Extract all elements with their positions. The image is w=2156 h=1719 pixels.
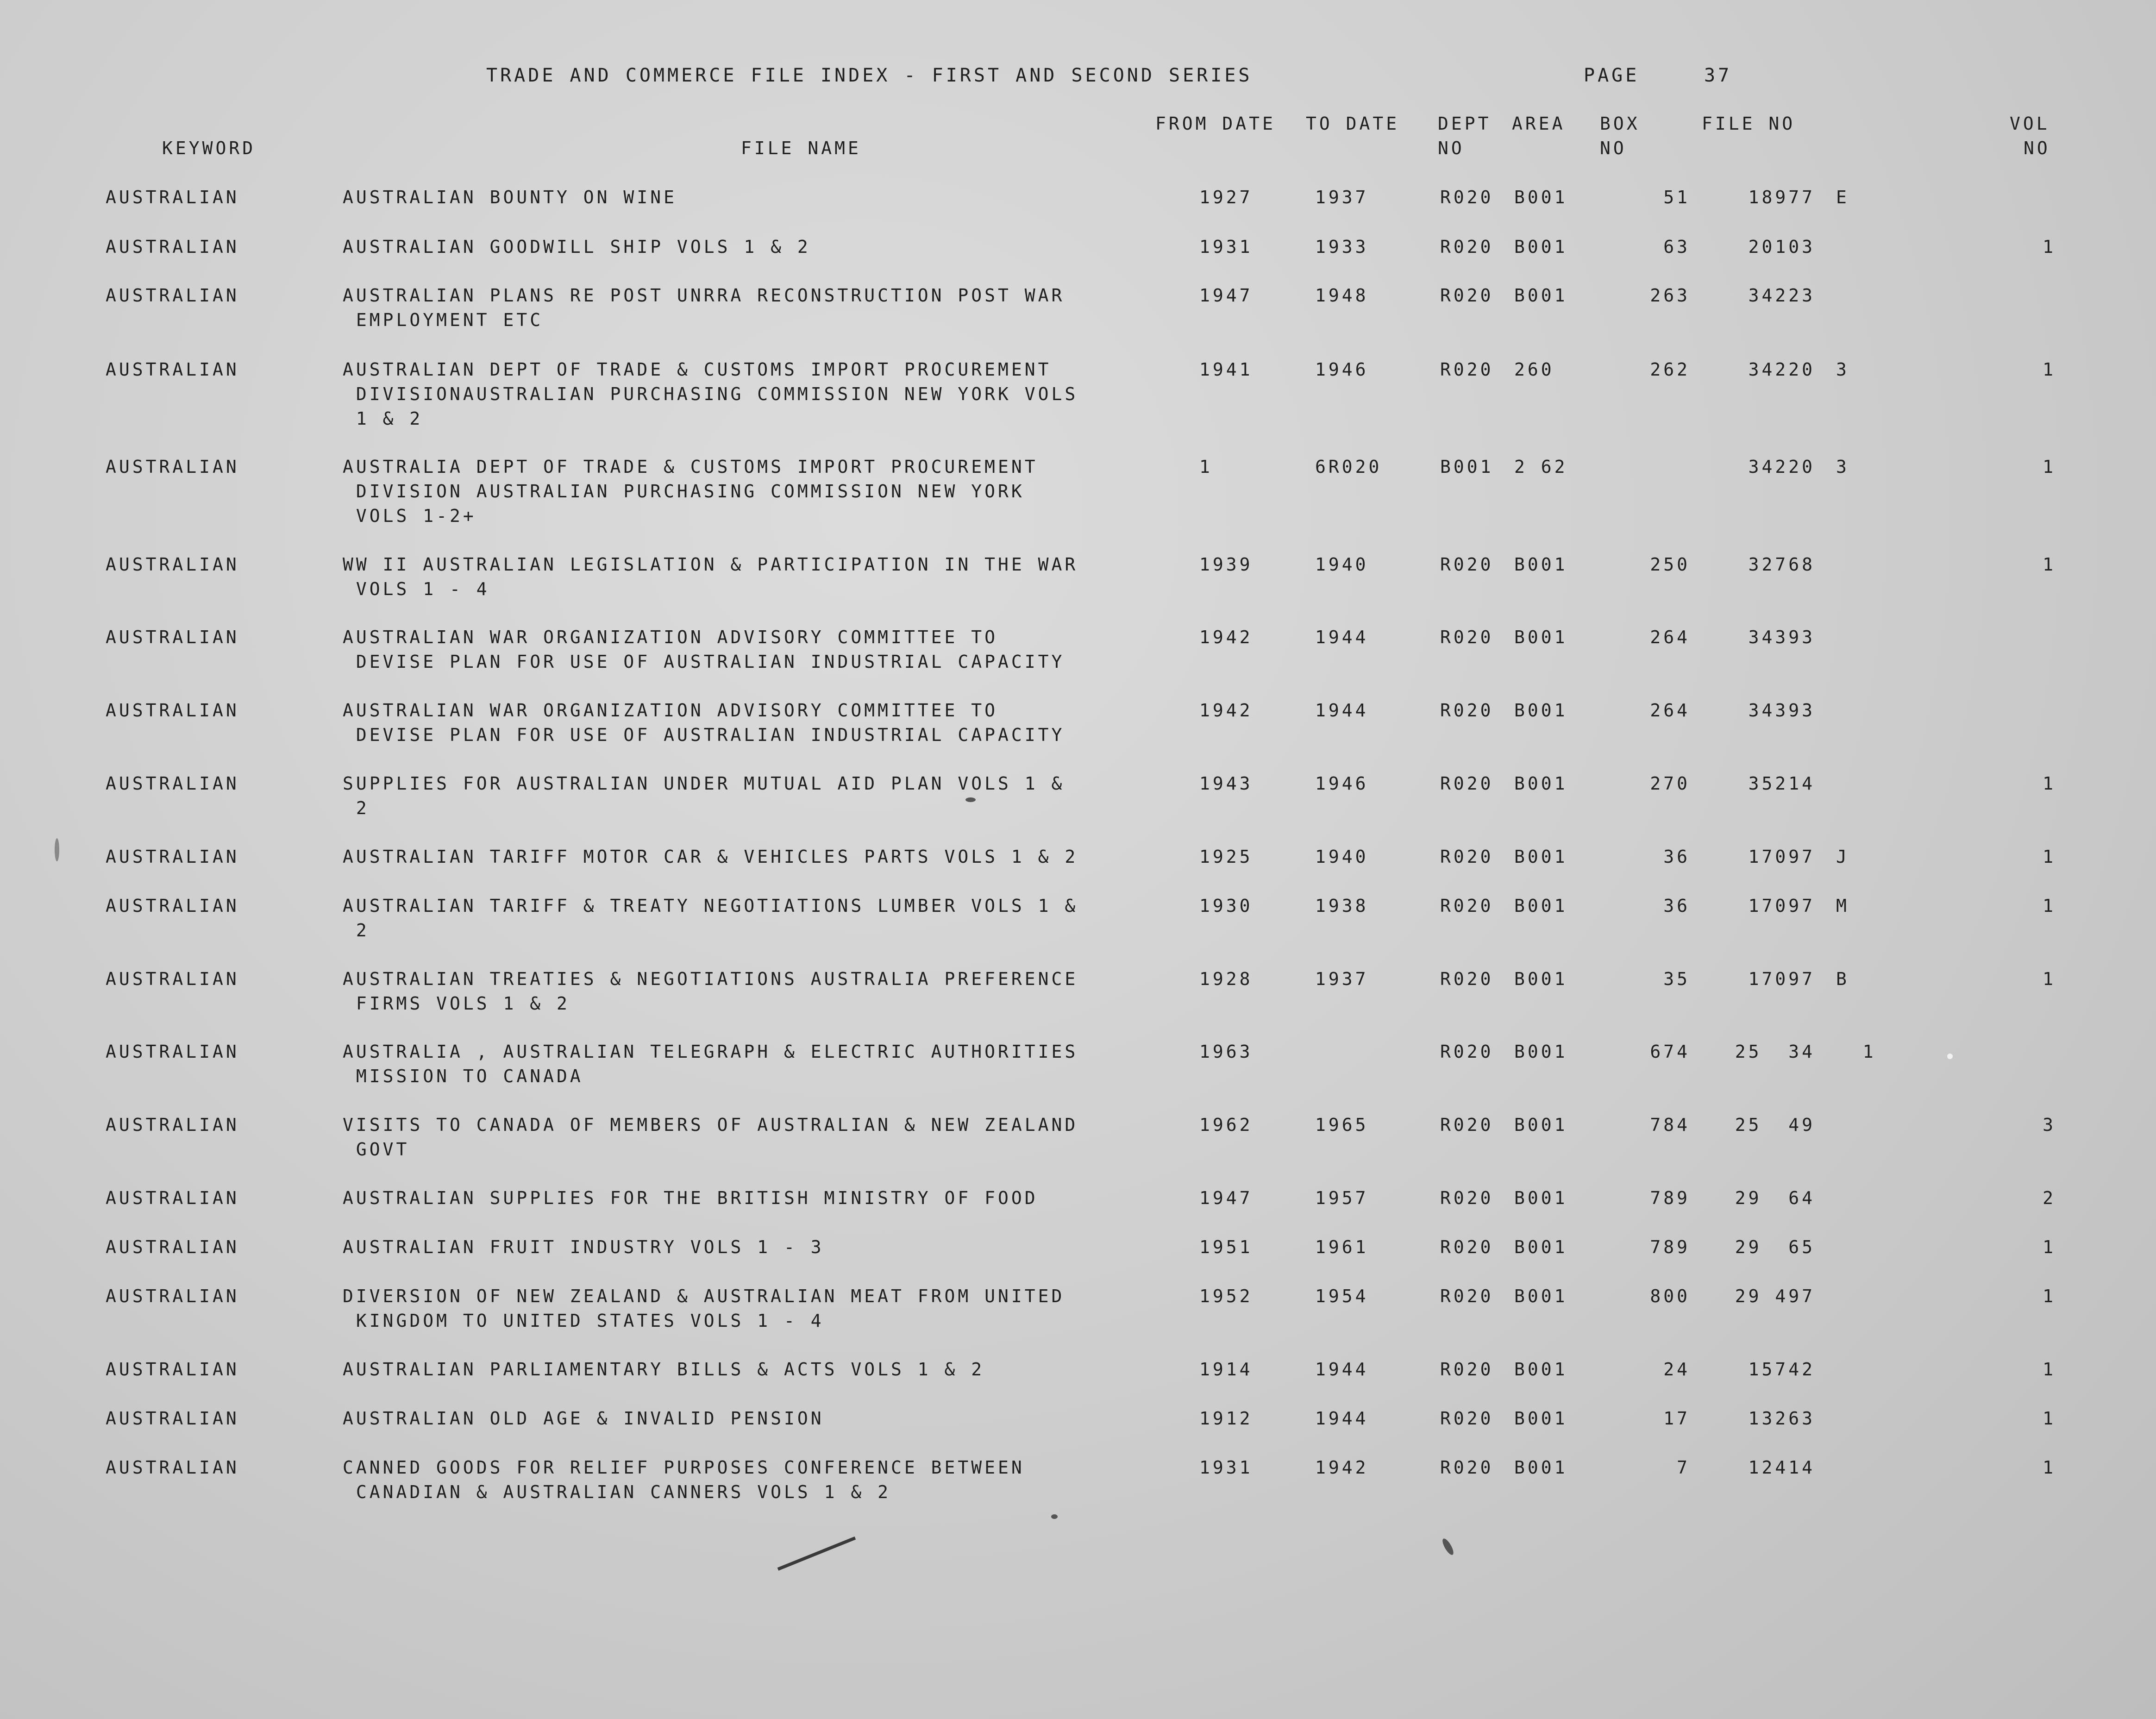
dept-no-cell: R020 — [1440, 1286, 1494, 1306]
file-name-cell — [343, 967, 1078, 1016]
box-no-cell: 789 — [1650, 1237, 1690, 1257]
file-name-cell — [343, 185, 677, 210]
area-cell: B001 — [1514, 1041, 1568, 1062]
file-name-line: CANNED GOODS FOR RELIEF PURPOSES CONFERENCE BETWEEN — [343, 1457, 1025, 1478]
keyword-cell: AUSTRALIAN — [106, 773, 239, 794]
file-name-line: AUSTRALIAN BOUNTY ON WINE — [343, 187, 677, 207]
area-cell: B001 — [1514, 773, 1568, 794]
keyword-cell: AUSTRALIAN — [106, 969, 239, 989]
vol-no-cell: 1 — [2043, 847, 2056, 867]
col-file-name: FILE NAME — [741, 138, 861, 158]
file-name-cell — [343, 894, 1078, 943]
dept-no-cell: R020 — [1440, 969, 1494, 989]
file-no-cell: 32768 — [1748, 554, 1815, 575]
file-name-cell — [343, 1406, 824, 1431]
file-suffix-cell: B — [1836, 969, 1849, 989]
to-date-cell: 1937 — [1315, 969, 1369, 989]
area-cell: B001 — [1514, 1286, 1568, 1306]
file-name-line: AUSTRALIA , AUSTRALIAN TELEGRAPH & ELECTRIC AUTHORITIES — [343, 1041, 1078, 1062]
keyword-cell: AUSTRALIAN — [106, 457, 239, 477]
box-no-cell: 270 — [1650, 773, 1690, 794]
vol-no-cell: 1 — [2043, 237, 2056, 257]
file-no-cell: 18977 — [1748, 187, 1815, 207]
file-name-line: FIRMS VOLS 1 & 2 — [343, 993, 570, 1014]
col-file-no: FILE NO — [1702, 113, 1796, 134]
from-date-cell: 1914 — [1199, 1359, 1253, 1380]
col-box: BOX — [1600, 113, 1640, 134]
file-name-line: 2 — [343, 920, 370, 941]
dept-no-cell: R020 — [1440, 1188, 1494, 1208]
to-date-cell: 1942 — [1315, 1457, 1369, 1478]
col-box-no: NO — [1600, 138, 1627, 158]
file-name-cell — [343, 235, 811, 259]
from-date-cell: 1942 — [1199, 700, 1253, 721]
dept-no-cell: R020 — [1440, 237, 1494, 257]
keyword-cell: AUSTRALIAN — [106, 554, 239, 575]
box-no-cell: 7 — [1677, 1457, 1690, 1478]
col-dept: DEPT — [1438, 113, 1492, 134]
keyword-cell: AUSTRALIAN — [106, 1286, 239, 1306]
file-name-line: DEVISE PLAN FOR USE OF AUSTRALIAN INDUSTRIAL CAPACITY — [343, 725, 1065, 745]
box-no-cell: 36 — [1663, 896, 1690, 916]
box-no-cell: 250 — [1650, 554, 1690, 575]
file-no-cell: 12414 — [1748, 1457, 1815, 1478]
area-cell: B001 — [1514, 969, 1568, 989]
file-name-cell — [343, 845, 1078, 869]
file-name-line: VOLS 1-2+ — [343, 506, 476, 526]
col-vol-no: NO — [2024, 138, 2050, 158]
from-date-cell: 1942 — [1199, 627, 1253, 647]
file-name-cell — [343, 1456, 1025, 1505]
file-name-line: SUPPLIES FOR AUSTRALIAN UNDER MUTUAL AID PLAN VOLS 1 & — [343, 773, 1065, 794]
file-name-cell — [343, 358, 1078, 431]
file-no-cell: 25 49 — [1735, 1115, 1815, 1135]
from-date-cell: 1963 — [1199, 1041, 1253, 1062]
keyword-cell: AUSTRALIAN — [106, 847, 239, 867]
file-name-line: WW II AUSTRALIAN LEGISLATION & PARTICIPATION IN THE WAR — [343, 554, 1078, 575]
vol-no-cell: 1 — [2043, 1286, 2056, 1306]
dept-no-cell: R020 — [1440, 1359, 1494, 1380]
file-name-cell — [343, 625, 1065, 674]
dept-no-cell: R020 — [1440, 1041, 1494, 1062]
file-no-cell: 25 34 — [1735, 1041, 1815, 1062]
vol-no-cell: 1 — [2043, 1237, 2056, 1257]
box-no-cell: 262 — [1650, 359, 1690, 380]
vol-no-cell: 1 — [2043, 1408, 2056, 1429]
dept-no-cell: R020 — [1440, 700, 1494, 721]
area-cell: B001 — [1514, 847, 1568, 867]
dept-no-cell: R020 — [1440, 627, 1494, 647]
box-no-cell: 17 — [1663, 1408, 1690, 1429]
keyword-cell: AUSTRALIAN — [106, 359, 239, 380]
keyword-cell: AUSTRALIAN — [106, 1115, 239, 1135]
file-no-cell: 13263 — [1748, 1408, 1815, 1429]
vol-no-cell: 1 — [2043, 359, 2056, 380]
file-no-cell: 29 65 — [1735, 1237, 1815, 1257]
area-cell: B001 — [1514, 627, 1568, 647]
file-name-line: DEVISE PLAN FOR USE OF AUSTRALIAN INDUSTRIAL CAPACITY — [343, 652, 1065, 672]
file-no-cell: 34220 — [1748, 457, 1815, 477]
from-date-cell: 1912 — [1199, 1408, 1253, 1429]
from-date-cell: 1952 — [1199, 1286, 1253, 1306]
file-name-cell — [343, 698, 1065, 747]
col-vol: VOL — [2010, 113, 2050, 134]
file-name-line: AUSTRALIAN WAR ORGANIZATION ADVISORY COMMITTEE TO — [343, 627, 998, 647]
area-cell: B001 — [1514, 700, 1568, 721]
file-name-line: VOLS 1 - 4 — [343, 579, 490, 599]
keyword-cell: AUSTRALIAN — [106, 285, 239, 306]
from-date-cell: 1931 — [1199, 237, 1253, 257]
file-name-line: AUSTRALIAN TARIFF MOTOR CAR & VEHICLES PARTS VOLS 1 & 2 — [343, 847, 1078, 867]
vol-no-cell: 1 — [2043, 773, 2056, 794]
file-name-line: KINGDOM TO UNITED STATES VOLS 1 - 4 — [343, 1311, 824, 1331]
file-name-cell — [343, 1186, 1038, 1211]
file-name-line: AUSTRALIAN DEPT OF TRADE & CUSTOMS IMPORT PROCUREMENT — [343, 359, 1052, 380]
file-name-line: AUSTRALIAN FRUIT INDUSTRY VOLS 1 - 3 — [343, 1237, 824, 1257]
box-no-cell: 784 — [1650, 1115, 1690, 1135]
from-date-cell: 1951 — [1199, 1237, 1253, 1257]
area-cell: B001 — [1514, 896, 1568, 916]
file-no-cell: 17097 — [1748, 847, 1815, 867]
vol-no-cell: 1 — [2043, 969, 2056, 989]
col-area: AREA — [1512, 113, 1566, 134]
to-date-cell: 1961 — [1315, 1237, 1369, 1257]
vol-no-cell: 2 — [2043, 1188, 2056, 1208]
to-date-cell: 1938 — [1315, 896, 1369, 916]
box-no-cell: 24 — [1663, 1359, 1690, 1380]
to-date-cell: 1946 — [1315, 773, 1369, 794]
area-cell: B001 — [1514, 1359, 1568, 1380]
file-no-cell: 34223 — [1748, 285, 1815, 306]
box-no-cell: 63 — [1663, 237, 1690, 257]
to-date-cell: 1933 — [1315, 237, 1369, 257]
area-cell: B001 — [1514, 237, 1568, 257]
vol-no-cell: 1 — [2043, 1359, 2056, 1380]
file-suffix-cell: 3 — [1836, 359, 1849, 380]
from-date-cell: 1931 — [1199, 1457, 1253, 1478]
dept-no-cell: R020 — [1440, 285, 1494, 306]
box-no-cell: 36 — [1663, 847, 1690, 867]
area-cell: B001 — [1514, 187, 1568, 207]
keyword-cell: AUSTRALIAN — [106, 237, 239, 257]
from-date-cell: 1925 — [1199, 847, 1253, 867]
to-date-cell: 1944 — [1315, 1359, 1369, 1380]
file-name-cell — [343, 1284, 1065, 1333]
dept-no-cell: R020 — [1440, 773, 1494, 794]
file-no-cell: 29 497 — [1735, 1286, 1815, 1306]
film-speck — [1441, 1537, 1455, 1556]
keyword-cell: AUSTRALIAN — [106, 1359, 239, 1380]
dept-no-cell: R020 — [1440, 1408, 1494, 1429]
to-date-cell: 1937 — [1315, 187, 1369, 207]
file-no-cell: 17097 — [1748, 896, 1815, 916]
area-cell: B001 — [1514, 1457, 1568, 1478]
file-suffix-cell: M — [1836, 896, 1849, 916]
keyword-cell: AUSTRALIAN — [106, 1408, 239, 1429]
from-date-cell: 1941 — [1199, 359, 1253, 380]
file-name-line: AUSTRALIAN PARLIAMENTARY BILLS & ACTS VOLS 1 & 2 — [343, 1359, 985, 1380]
file-no-cell: 35214 — [1748, 773, 1815, 794]
from-date-cell: 1947 — [1199, 1188, 1253, 1208]
from-date-cell: 1947 — [1199, 285, 1253, 306]
file-name-line: AUSTRALIAN TREATIES & NEGOTIATIONS AUSTRALIA PREFERENCE — [343, 969, 1078, 989]
page-number: 37 — [1704, 65, 1732, 86]
page-label: PAGE — [1584, 65, 1640, 86]
box-no-cell: 800 — [1650, 1286, 1690, 1306]
box-no-cell: 35 — [1663, 969, 1690, 989]
area-cell: 2 62 — [1514, 457, 1568, 477]
dept-no-cell: R020 — [1440, 1457, 1494, 1478]
to-date-cell: 1965 — [1315, 1115, 1369, 1135]
to-date-cell: 1946 — [1315, 359, 1369, 380]
file-name-line: EMPLOYMENT ETC — [343, 310, 544, 330]
keyword-cell: AUSTRALIAN — [106, 700, 239, 721]
dept-no-cell: R020 — [1440, 187, 1494, 207]
area-cell: B001 — [1514, 1237, 1568, 1257]
file-name-cell — [343, 772, 1065, 821]
from-date-cell: 1927 — [1199, 187, 1253, 207]
film-speck — [1051, 1514, 1058, 1519]
file-no-cell: 34393 — [1748, 700, 1815, 721]
file-suffix-cell: E — [1836, 187, 1849, 207]
file-name-cell — [343, 1040, 1078, 1089]
box-no-cell: 674 — [1650, 1041, 1690, 1062]
file-name-cell — [343, 552, 1078, 602]
area-cell: B001 — [1514, 1408, 1568, 1429]
keyword-cell: AUSTRALIAN — [106, 1237, 239, 1257]
dept-no-cell: B001 — [1440, 457, 1494, 477]
to-date-cell: 1944 — [1315, 700, 1369, 721]
file-suffix-cell: J — [1836, 847, 1849, 867]
file-name-line: DIVISIONAUSTRALIAN PURCHASING COMMISSION NEW YORK VOLS — [343, 384, 1078, 404]
area-cell: B001 — [1514, 554, 1568, 575]
area-cell: B001 — [1514, 1188, 1568, 1208]
file-suffix-cell: 3 — [1836, 457, 1849, 477]
film-speck — [1947, 1054, 1953, 1059]
file-name-line: DIVISION AUSTRALIAN PURCHASING COMMISSION NEW YORK — [343, 481, 1025, 502]
col-dept-no: NO — [1438, 138, 1465, 158]
box-no-cell: 789 — [1650, 1188, 1690, 1208]
file-name-line: GOVT — [343, 1139, 410, 1160]
file-name-line: AUSTRALIA DEPT OF TRADE & CUSTOMS IMPORT PROCUREMENT — [343, 457, 1038, 477]
keyword-cell: AUSTRALIAN — [106, 896, 239, 916]
dept-no-cell: R020 — [1440, 1115, 1494, 1135]
dept-no-cell: R020 — [1440, 554, 1494, 575]
file-name-cell — [343, 1235, 824, 1260]
box-no-cell: 263 — [1650, 285, 1690, 306]
file-name-line: VISITS TO CANADA OF MEMBERS OF AUSTRALIAN & NEW ZEALAND — [343, 1115, 1078, 1135]
file-suffix-cell: 1 — [1836, 1041, 1876, 1062]
keyword-cell: AUSTRALIAN — [106, 187, 239, 207]
file-name-line: AUSTRALIAN SUPPLIES FOR THE BRITISH MINISTRY OF FOOD — [343, 1188, 1038, 1208]
dept-no-cell: R020 — [1440, 896, 1494, 916]
box-no-cell: 51 — [1663, 187, 1690, 207]
file-name-line: CANADIAN & AUSTRALIAN CANNERS VOLS 1 & 2 — [343, 1482, 891, 1502]
to-date-cell: 6R020 — [1315, 457, 1382, 477]
area-cell: 260 — [1514, 359, 1554, 380]
film-speck — [965, 797, 976, 802]
file-name-cell — [343, 1357, 984, 1382]
to-date-cell: 1944 — [1315, 627, 1369, 647]
file-name-line: AUSTRALIAN TARIFF & TREATY NEGOTIATIONS LUMBER VOLS 1 & — [343, 896, 1078, 916]
file-no-cell: 29 64 — [1735, 1188, 1815, 1208]
to-date-cell: 1957 — [1315, 1188, 1369, 1208]
keyword-cell: AUSTRALIAN — [106, 1457, 239, 1478]
box-no-cell: 264 — [1650, 700, 1690, 721]
from-date-cell: 1928 — [1199, 969, 1253, 989]
vol-no-cell: 1 — [2043, 896, 2056, 916]
file-name-cell — [343, 455, 1038, 528]
dept-no-cell: R020 — [1440, 1237, 1494, 1257]
file-name-line: AUSTRALIAN PLANS RE POST UNRRA RECONSTRUCTION POST WAR — [343, 285, 1065, 306]
to-date-cell: 1940 — [1315, 847, 1369, 867]
file-name-line: DIVERSION OF NEW ZEALAND & AUSTRALIAN MEAT FROM UNITED — [343, 1286, 1065, 1306]
to-date-cell: 1954 — [1315, 1286, 1369, 1306]
from-date-cell: 1930 — [1199, 896, 1253, 916]
from-date-cell: 1 — [1199, 457, 1213, 477]
col-keyword: KEYWORD — [162, 138, 256, 158]
from-date-cell: 1962 — [1199, 1115, 1253, 1135]
vol-no-cell: 1 — [2043, 457, 2056, 477]
area-cell: B001 — [1514, 285, 1568, 306]
vol-no-cell: 1 — [2043, 554, 2056, 575]
col-to-date: TO DATE — [1306, 113, 1400, 134]
dept-no-cell: R020 — [1440, 359, 1494, 380]
from-date-cell: 1943 — [1199, 773, 1253, 794]
file-no-cell: 34220 — [1748, 359, 1815, 380]
file-no-cell: 15742 — [1748, 1359, 1815, 1380]
film-speck — [55, 838, 59, 861]
file-name-line: 1 & 2 — [343, 408, 423, 429]
file-no-cell: 17097 — [1748, 969, 1815, 989]
keyword-cell: AUSTRALIAN — [106, 627, 239, 647]
file-name-line: AUSTRALIAN OLD AGE & INVALID PENSION — [343, 1408, 824, 1429]
file-no-cell: 20103 — [1748, 237, 1815, 257]
area-cell: B001 — [1514, 1115, 1568, 1135]
keyword-cell: AUSTRALIAN — [106, 1041, 239, 1062]
vol-no-cell: 3 — [2043, 1115, 2056, 1135]
file-name-line: AUSTRALIAN WAR ORGANIZATION ADVISORY COMMITTEE TO — [343, 700, 998, 721]
film-scratch — [777, 1537, 856, 1571]
file-name-line: MISSION TO CANADA — [343, 1066, 583, 1086]
to-date-cell: 1944 — [1315, 1408, 1369, 1429]
keyword-cell: AUSTRALIAN — [106, 1188, 239, 1208]
file-name-line: 2 — [343, 798, 370, 818]
file-name-line: AUSTRALIAN GOODWILL SHIP VOLS 1 & 2 — [343, 237, 811, 257]
file-name-cell — [343, 283, 1065, 333]
file-no-cell: 34393 — [1748, 627, 1815, 647]
col-from-date: FROM DATE — [1155, 113, 1276, 134]
box-no-cell: 264 — [1650, 627, 1690, 647]
from-date-cell: 1939 — [1199, 554, 1253, 575]
file-name-cell — [343, 1113, 1078, 1162]
vol-no-cell: 1 — [2043, 1457, 2056, 1478]
to-date-cell: 1940 — [1315, 554, 1369, 575]
to-date-cell: 1948 — [1315, 285, 1369, 306]
dept-no-cell: R020 — [1440, 847, 1494, 867]
page-title: TRADE AND COMMERCE FILE INDEX - FIRST AND SECOND SERIES — [486, 65, 1253, 86]
